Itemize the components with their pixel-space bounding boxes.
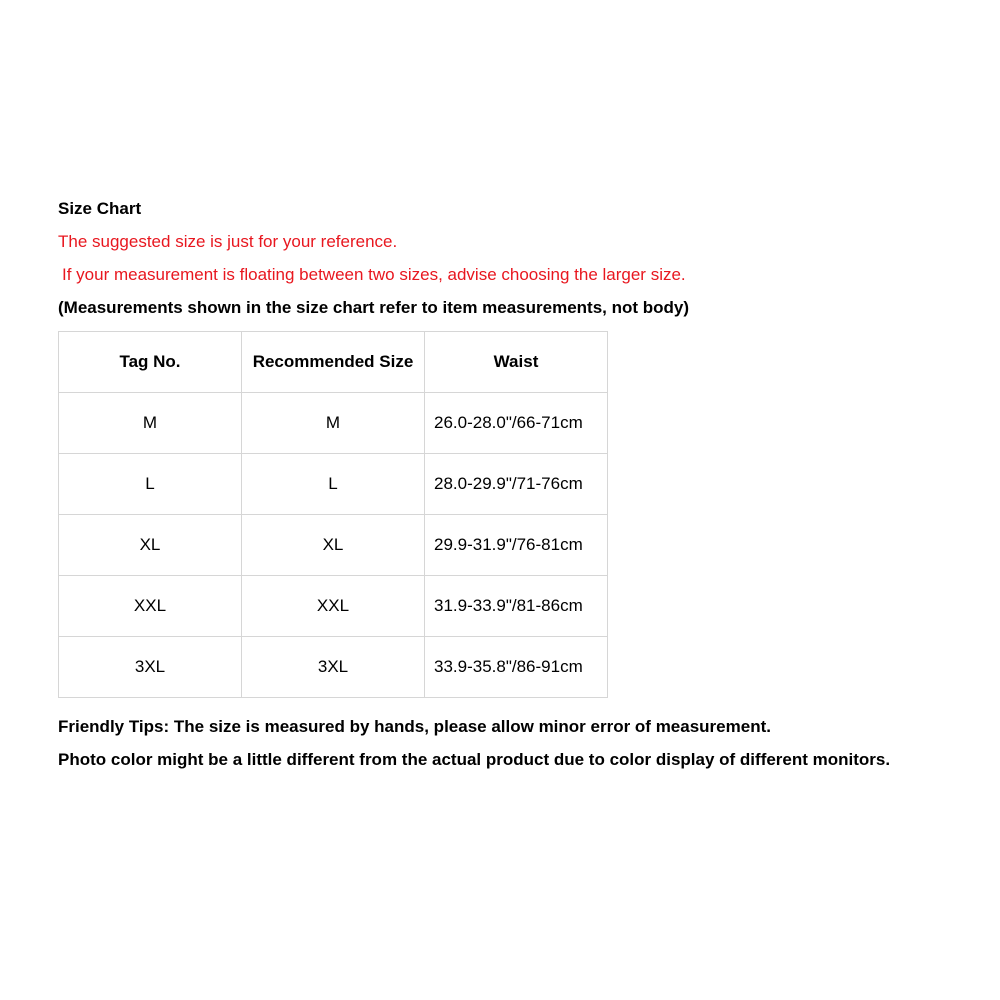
header-recommended-size: Recommended Size	[242, 332, 425, 393]
tag-no-cell: XXL	[59, 576, 242, 637]
table-header-row	[59, 332, 608, 393]
table-row	[59, 454, 608, 515]
recommended-size-cell: XL	[242, 515, 425, 576]
waist-cell: 28.0-29.9"/71-76cm	[425, 454, 608, 515]
table-row	[59, 393, 608, 454]
size-table	[58, 331, 608, 698]
size-chart-heading: Size Chart	[58, 199, 142, 218]
measurement-note: (Measurements shown in the size chart refer to item measurements, not body)	[58, 298, 690, 317]
reference-note: The suggested size is just for your reference.	[58, 232, 398, 251]
size-chart-section	[58, 192, 958, 776]
floating-size-note: If your measurement is floating between two sizes, advise choosing the larger size.	[62, 265, 686, 284]
recommended-size-cell: 3XL	[242, 637, 425, 698]
tag-no-cell: M	[59, 393, 242, 454]
header-waist: Waist	[425, 332, 608, 393]
header-tag-no: Tag No.	[59, 332, 242, 393]
waist-cell: 29.9-31.9"/76-81cm	[425, 515, 608, 576]
recommended-size-cell: M	[242, 393, 425, 454]
table-row	[59, 576, 608, 637]
friendly-tip: Friendly Tips: The size is measured by hands, please allow minor error of measurement.	[58, 717, 771, 736]
color-tip: Photo color might be a little different from the actual product due to color display of different monitors.	[58, 750, 891, 769]
table-row	[59, 515, 608, 576]
tag-no-cell: XL	[59, 515, 242, 576]
tag-no-cell: 3XL	[59, 637, 242, 698]
waist-cell: 33.9-35.8"/86-91cm	[425, 637, 608, 698]
table-row	[59, 637, 608, 698]
waist-cell: 31.9-33.9"/81-86cm	[425, 576, 608, 637]
recommended-size-cell: L	[242, 454, 425, 515]
waist-cell: 26.0-28.0"/66-71cm	[425, 393, 608, 454]
recommended-size-cell: XXL	[242, 576, 425, 637]
tag-no-cell: L	[59, 454, 242, 515]
